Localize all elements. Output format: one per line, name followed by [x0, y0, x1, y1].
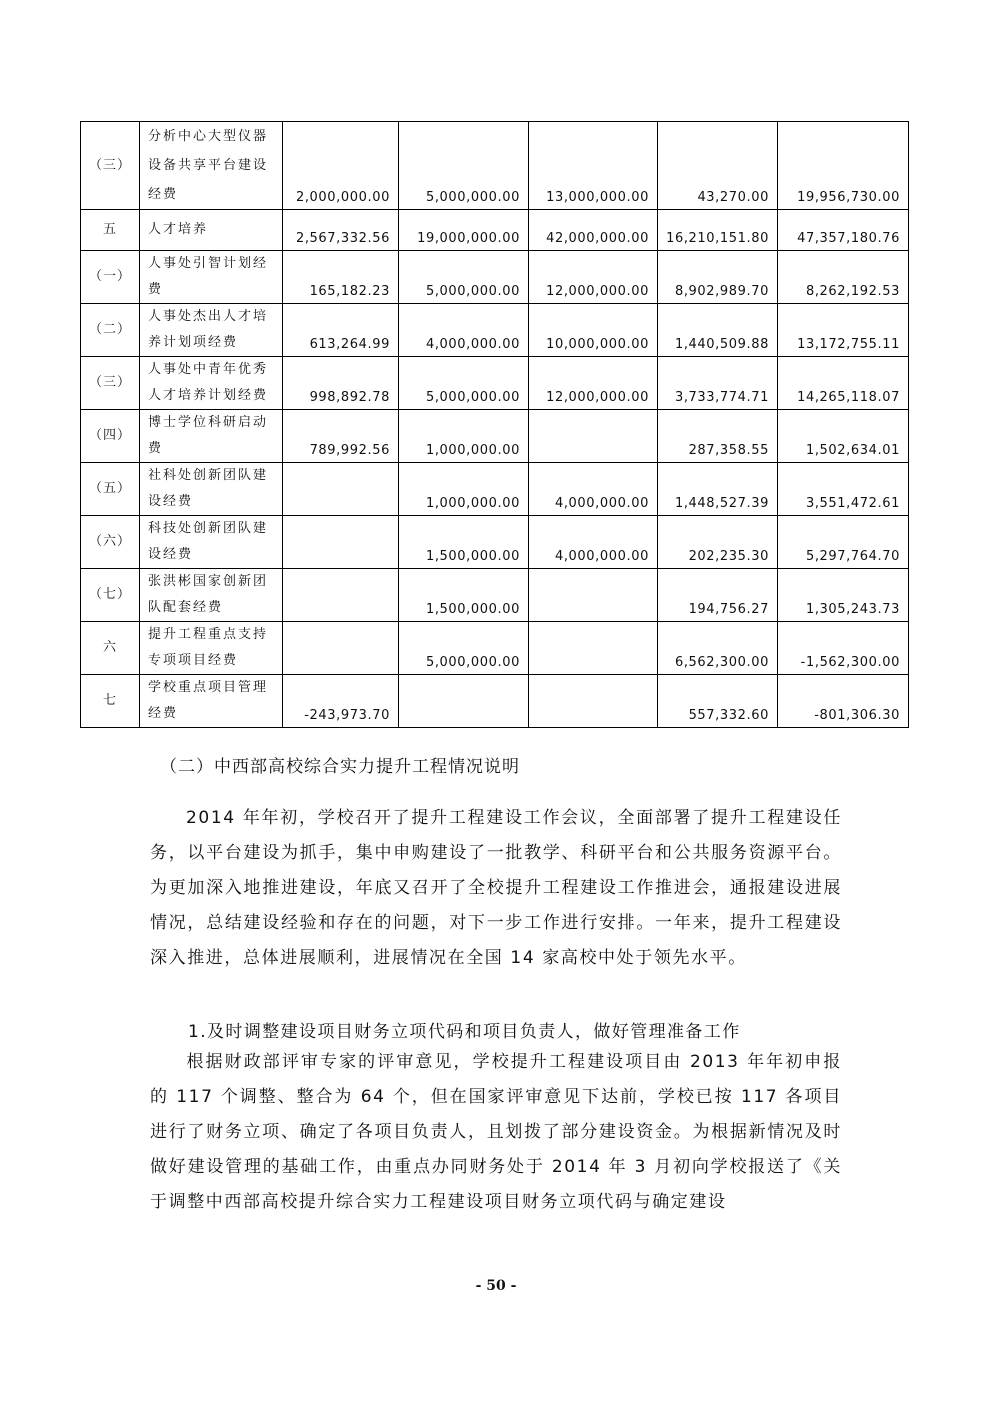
amount-cell-c2: 1,500,000.00	[399, 516, 529, 569]
table-row	[81, 122, 909, 210]
amount-cell-c5: 47,357,180.76	[778, 210, 909, 251]
amount-cell-c2: 19,000,000.00	[399, 210, 529, 251]
row-name-cell	[140, 357, 283, 410]
row-name-cell	[140, 210, 283, 251]
subheading-1: 1.及时调整建设项目财务立项代码和项目负责人，做好管理准备工作	[188, 1022, 741, 1042]
amount-cell-c5: 14,265,118.07	[778, 357, 909, 410]
paragraph-adjustment-text: 根据财政部评审专家的评审意见，学校提升工程建设项目由 2013 年年初申报的 117 个调整、整合为 64 个，但在国家评审意见下达前，学校已按 117 各项目进行了财务立项、确定了各项目负责人，且划拨了部分建设资金。为根据新情况及时做好建设管理的基础工作，由重点办同财务处于 2014 年 3 月初向学校报送了《关于调整中西部高校提升综合实力工程建设项目财务立项代码与确定建设	[150, 1052, 842, 1212]
amount-cell-c1	[283, 622, 399, 675]
amount-cell-c1: 613,264.99	[283, 304, 399, 357]
amount-cell-c1: 789,992.56	[283, 410, 399, 463]
row-name-cell	[140, 463, 283, 516]
row-name-line: 经费	[148, 706, 179, 721]
amount-cell-c5: 19,956,730.00	[778, 122, 909, 210]
row-name-cell	[140, 304, 283, 357]
amount-cell-c5: 1,305,243.73	[778, 569, 909, 622]
row-index-cell: （一）	[81, 251, 140, 304]
row-name-line: 学校重点项目管理	[148, 680, 269, 695]
funding-table-body	[81, 122, 909, 728]
row-name-line: 人才培养	[148, 222, 209, 237]
row-index-cell: （四）	[81, 410, 140, 463]
amount-cell-c3: 12,000,000.00	[529, 357, 658, 410]
amount-cell-c4: 194,756.27	[658, 569, 778, 622]
paragraph-adjustment	[150, 1045, 842, 1220]
amount-cell-c2: 1,500,000.00	[399, 569, 529, 622]
amount-cell-c5: 5,297,764.70	[778, 516, 909, 569]
table-row	[81, 251, 909, 304]
amount-cell-c3: 10,000,000.00	[529, 304, 658, 357]
paragraph-overview	[150, 801, 842, 976]
amount-cell-c4: 1,440,509.88	[658, 304, 778, 357]
amount-cell-c3: 13,000,000.00	[529, 122, 658, 210]
row-index-cell: （三）	[81, 122, 140, 210]
row-name-cell	[140, 675, 283, 728]
amount-cell-c5: -1,562,300.00	[778, 622, 909, 675]
amount-cell-c5: 3,551,472.61	[778, 463, 909, 516]
table-row	[81, 410, 909, 463]
row-name-cell	[140, 569, 283, 622]
amount-cell-c4: 6,562,300.00	[658, 622, 778, 675]
section-title: （二）中西部高校综合实力提升工程情况说明	[160, 757, 520, 777]
row-name-line: 科技处创新团队建	[148, 521, 269, 536]
amount-cell-c1: 165,182.23	[283, 251, 399, 304]
table-row	[81, 675, 909, 728]
row-name-line: 费	[148, 441, 164, 456]
amount-cell-c1: 2,567,332.56	[283, 210, 399, 251]
row-name-line: 经费	[148, 187, 179, 202]
amount-cell-c1	[283, 516, 399, 569]
amount-cell-c3	[529, 675, 658, 728]
row-name-line: 张洪彬国家创新团	[148, 574, 269, 589]
amount-cell-c1	[283, 463, 399, 516]
table-row	[81, 622, 909, 675]
row-index-cell: 五	[81, 210, 140, 251]
amount-cell-c2: 5,000,000.00	[399, 622, 529, 675]
table-row	[81, 357, 909, 410]
row-index-cell: 七	[81, 675, 140, 728]
amount-cell-c5: 1,502,634.01	[778, 410, 909, 463]
table-row	[81, 210, 909, 251]
row-name-line: 分析中心大型仪器	[148, 129, 269, 144]
amount-cell-c2	[399, 675, 529, 728]
amount-cell-c1: 2,000,000.00	[283, 122, 399, 210]
amount-cell-c4: 202,235.30	[658, 516, 778, 569]
row-name-line: 社科处创新团队建	[148, 468, 269, 483]
row-name-line: 人事处中青年优秀	[148, 362, 269, 377]
funding-table	[80, 121, 909, 728]
amount-cell-c3: 4,000,000.00	[529, 516, 658, 569]
amount-cell-c3: 42,000,000.00	[529, 210, 658, 251]
table-row	[81, 304, 909, 357]
amount-cell-c3	[529, 622, 658, 675]
amount-cell-c4: 8,902,989.70	[658, 251, 778, 304]
amount-cell-c2: 5,000,000.00	[399, 357, 529, 410]
amount-cell-c3: 12,000,000.00	[529, 251, 658, 304]
amount-cell-c3	[529, 569, 658, 622]
row-index-cell: （二）	[81, 304, 140, 357]
amount-cell-c4: 43,270.00	[658, 122, 778, 210]
amount-cell-c4: 16,210,151.80	[658, 210, 778, 251]
row-name-line: 队配套经费	[148, 600, 224, 615]
row-name-cell	[140, 622, 283, 675]
row-name-line: 费	[148, 282, 164, 297]
row-index-cell: （七）	[81, 569, 140, 622]
amount-cell-c4: 287,358.55	[658, 410, 778, 463]
amount-cell-c1: 998,892.78	[283, 357, 399, 410]
row-name-line: 专项项目经费	[148, 653, 239, 668]
amount-cell-c2: 1,000,000.00	[399, 410, 529, 463]
amount-cell-c5: 13,172,755.11	[778, 304, 909, 357]
row-name-line: 设经费	[148, 547, 194, 562]
table-row	[81, 516, 909, 569]
paragraph-overview-text: 2014 年年初，学校召开了提升工程建设工作会议，全面部署了提升工程建设任务，以平台建设为抓手，集中申购建设了一批教学、科研平台和公共服务资源平台。为更加深入地推进建设，年底又召开了全校提升工程建设工作推进会，通报建设进展情况，总结建设经验和存在的问题，对下一步工作进行安排。一年来，提升工程建设深入推进，总体进展顺利，进展情况在全国 14 家高校中处于领先水平。	[150, 808, 842, 968]
row-name-line: 设备共享平台建设	[148, 158, 269, 173]
amount-cell-c4: 557,332.60	[658, 675, 778, 728]
amount-cell-c4: 3,733,774.71	[658, 357, 778, 410]
page-number: - 50 -	[475, 1278, 517, 1294]
row-name-cell	[140, 122, 283, 210]
amount-cell-c5: 8,262,192.53	[778, 251, 909, 304]
amount-cell-c3	[529, 410, 658, 463]
row-name-cell	[140, 516, 283, 569]
amount-cell-c3: 4,000,000.00	[529, 463, 658, 516]
row-name-cell	[140, 251, 283, 304]
row-index-cell: （三）	[81, 357, 140, 410]
amount-cell-c2: 5,000,000.00	[399, 122, 529, 210]
amount-cell-c1	[283, 569, 399, 622]
amount-cell-c2: 1,000,000.00	[399, 463, 529, 516]
amount-cell-c1: -243,973.70	[283, 675, 399, 728]
table-row	[81, 463, 909, 516]
row-name-line: 提升工程重点支持	[148, 627, 269, 642]
row-name-line: 博士学位科研启动	[148, 415, 269, 430]
row-name-line: 人事处杰出人才培	[148, 309, 269, 324]
row-index-cell: （五）	[81, 463, 140, 516]
amount-cell-c2: 5,000,000.00	[399, 251, 529, 304]
row-name-cell	[140, 410, 283, 463]
amount-cell-c4: 1,448,527.39	[658, 463, 778, 516]
row-index-cell: （六）	[81, 516, 140, 569]
table-row	[81, 569, 909, 622]
row-name-line: 养计划项经费	[148, 335, 239, 350]
amount-cell-c5: -801,306.30	[778, 675, 909, 728]
amount-cell-c2: 4,000,000.00	[399, 304, 529, 357]
row-name-line: 人事处引智计划经	[148, 256, 269, 271]
row-name-line: 设经费	[148, 494, 194, 509]
row-name-line: 人才培养计划经费	[148, 388, 269, 403]
row-index-cell: 六	[81, 622, 140, 675]
